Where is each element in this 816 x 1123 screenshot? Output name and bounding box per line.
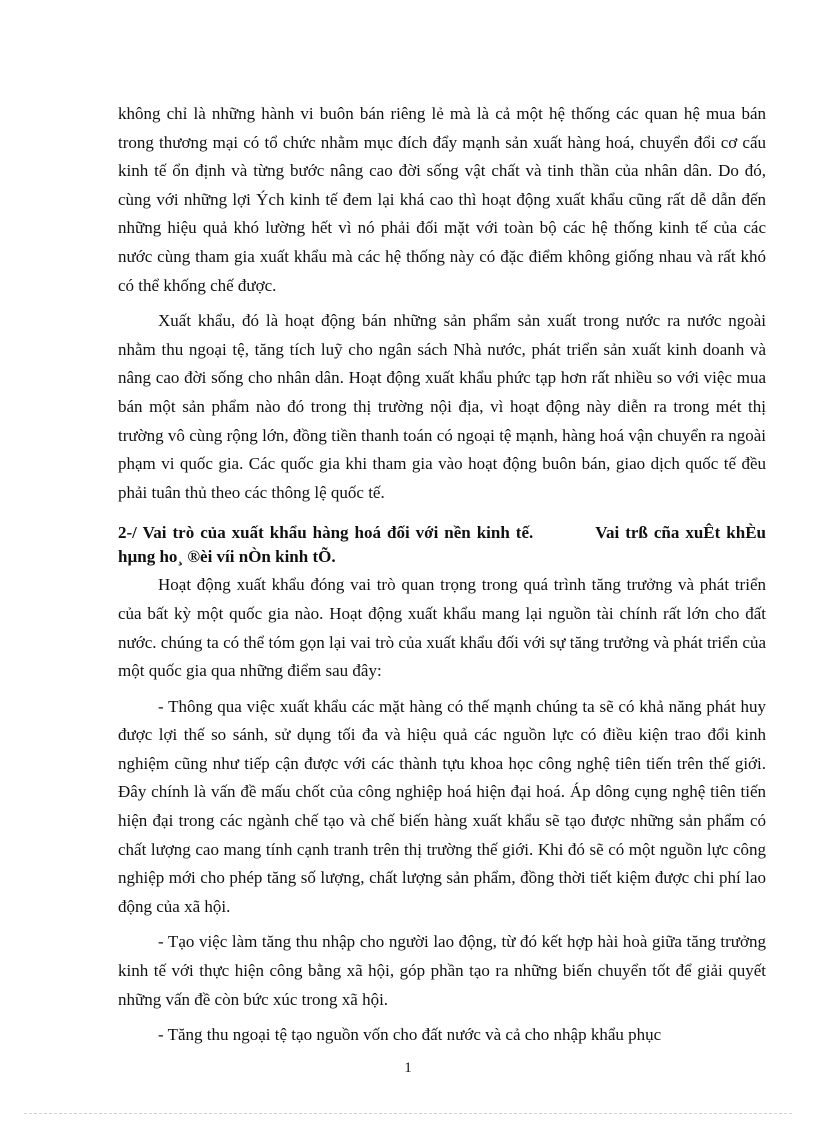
list-item-foreign-currency: - Tăng thu ngoại tệ tạo nguồn vốn cho đất nước và cả cho nhập khẩu phục [158,1025,662,1045]
list-item-technology: - Thông qua việc xuất khẩu các mặt hàng có thế mạnh chúng ta sẽ có khả năng phát huy được lợi thế so sánh, sử dụng tối đa và hiệu quả các nguồn lực có điều kiện trao đổi kinh nghiệm cũng như tiếp cận được với các thành tựu khoa học công nghệ tiên tiến trên thế giới. Đây chính là vấn đề mấu chốt của công nghiệp hoá hiện đại hoá. Áp dông cụng nghệ tiên tiến hiện đại trong các ngành chế tạo và chế biến hàng xuất khẩu sẽ tạo được những sản phẩm có chất lượng cao mang tính cạnh tranh trên thị trường thế giới. Khi đó sẽ có một nguồn lực công nghiệp mới cho phép tăng số lượng, chất lượng sản phẩm, đồng thời tiết kiệm được chi phí lao động của xã hội. [118,696,766,916]
section-heading-title: 2-/ Vai trò của xuất khẩu hàng hoá đối với nền kinh tế. [118,523,534,543]
list-item-employment: - Tạo việc làm tăng thu nhập cho người lao động, từ đó kết hợp hài hoà giữa tăng trưởng kinh tế với thực hiện công bằng xã hội, góp phần tạo ra những biến chuyển tốt để giải quyết những vấn đề còn bức xúc trong xã hội. [118,932,766,1009]
body-text [118,100,766,1050]
page-number: 1 [404,1060,412,1076]
paragraph-role-intro: Hoạt động xuất khẩu đóng vai trò quan trọng trong quá trình tăng trưởng và phát triển của bất kỳ một quốc gia nào. Hoạt động xuất khẩu mang lại nguồn tài chính rất lớn cho đất nước. chúng ta có thể tóm gọn lại vai trò của xuất khẩu đối với sự tăng trưởng và phát triển của một quốc gia qua những điểm sau đây: [118,575,766,681]
section-heading-garbled-duplicate: Vai trß cña xuÊt khÈu hµng ho¸ ®èi víi nÒn kinh tÕ. [118,523,766,567]
page-bottom-border [24,1113,792,1114]
paragraph-continuation: không chỉ là những hành vi buôn bán riêng lẻ mà là cả một hệ thống các quan hệ mua bán trong thương mại có tổ chức nhằm mục đích đẩy mạnh sản xuất hàng hoá, chuyển đổi cơ cấu kinh tế ổn định và từng bước nâng cao đời sống vật chất và tinh thần của nhân dân. Do đó, cùng với những lợi Ých kinh tế đem lại khá cao thì hoạt động xuất khẩu cũng rất dễ dẫn đến những hiệu quả khó lường hết vì nó phải đối mặt với toàn bộ các hệ thống kinh tế của các nước cùng tham gia xuất khẩu mà các hệ thống này có đặc điểm không giống nhau và rất khó có thể khống chế được. [118,104,766,295]
section-heading [118,521,766,569]
paragraph-export-definition: Xuất khẩu, đó là hoạt động bán những sản phẩm sản xuất trong nước ra nước ngoài nhằm thu ngoại tệ, tăng tích luỹ cho ngân sách Nhà nước, phát triển sản xuất kinh doanh và nâng cao đời sống cho nhân dân. Hoạt động xuất khẩu phức tạp hơn rất nhiều so với việc mua bán một sản phẩm nào đó trong thị trường nội địa, vì hoạt động này diễn ra trong mét thị trường vô cùng rộng lớn, đồng tiền thanh toán có ngoại tệ mạnh, hàng hoá vận chuyển ra ngoài phạm vi quốc gia. Các quốc gia khi tham gia vào hoạt động buôn bán, giao dịch quốc tế đều phải tuân thủ theo các thông lệ quốc tế. [118,311,766,502]
